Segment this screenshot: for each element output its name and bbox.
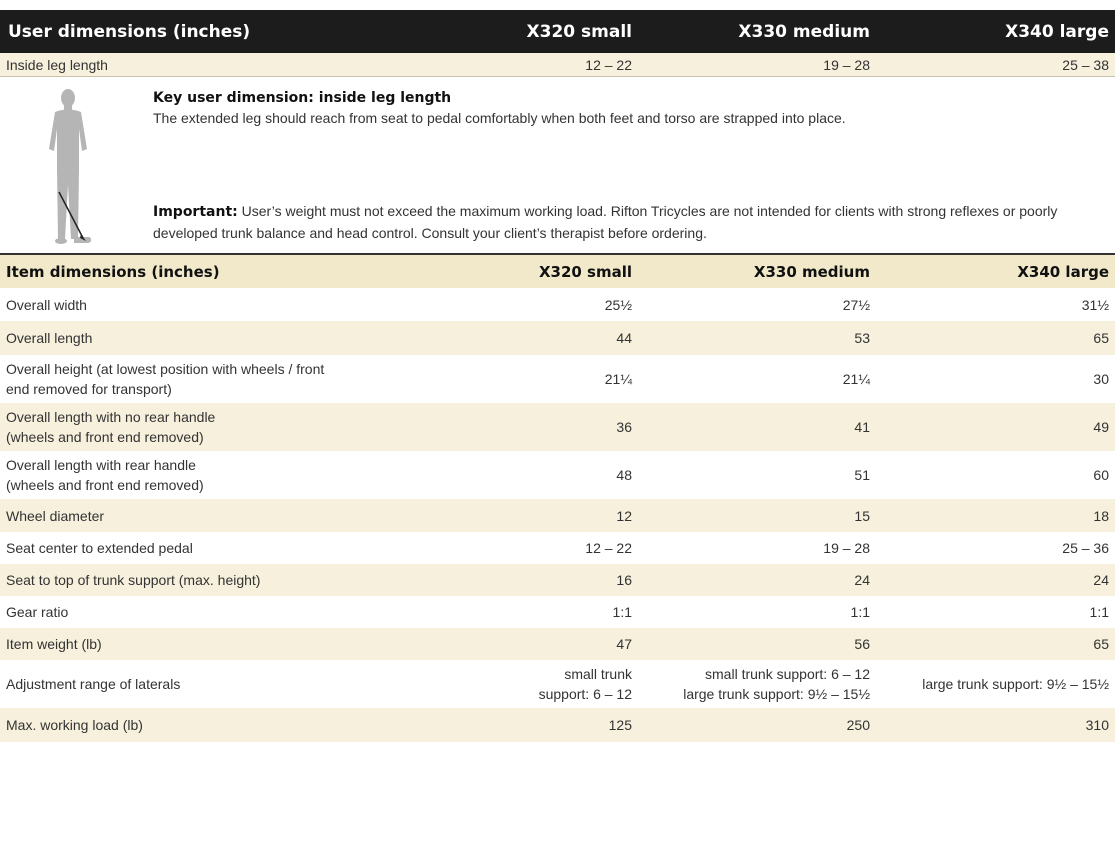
cell-text: 36 xyxy=(616,419,632,435)
cell-lines xyxy=(632,369,870,389)
cell-text: 125 xyxy=(608,717,632,733)
cell-text: 25 – 36 xyxy=(1062,540,1109,556)
cell-lines xyxy=(632,328,870,348)
header-x320: X320 small xyxy=(526,21,632,42)
cell-lines xyxy=(6,602,520,622)
cell-lines xyxy=(870,506,1109,526)
row-label xyxy=(0,506,520,526)
cell-text: Max. working load (lb) xyxy=(6,717,143,733)
cell-lines xyxy=(632,417,870,437)
cell-text: (wheels and front end removed) xyxy=(6,429,204,445)
table-row xyxy=(0,660,1115,708)
row-value xyxy=(870,465,1115,485)
items-header-x330: X330 medium xyxy=(753,262,870,281)
items-header-x320: X320 small xyxy=(538,262,632,281)
cell-lines xyxy=(632,538,870,558)
table-row xyxy=(0,355,1115,403)
cell-lines xyxy=(870,674,1109,694)
table-row xyxy=(0,564,1115,596)
cell-text: 65 xyxy=(1093,330,1109,346)
row-value xyxy=(632,715,870,735)
cell-lines xyxy=(632,295,870,315)
row-label xyxy=(0,359,520,399)
row-value xyxy=(632,664,870,704)
row-value xyxy=(870,538,1115,558)
cell-text: 1:1 xyxy=(850,604,870,620)
cell-lines xyxy=(6,407,520,447)
cell-text: Gear ratio xyxy=(6,604,69,620)
table-row xyxy=(0,532,1115,564)
cell-lines xyxy=(632,506,870,526)
row-value xyxy=(632,602,870,622)
row-value xyxy=(520,664,632,704)
cell-lines xyxy=(6,634,520,654)
cell-text: 12 – 22 xyxy=(585,540,632,556)
cell-lines xyxy=(6,295,520,315)
cell-text: Overall length with no rear handle xyxy=(6,409,216,425)
cell-text: large trunk support: 9½ – 15½ xyxy=(922,676,1109,692)
cell-lines xyxy=(870,295,1109,315)
cell-lines xyxy=(520,506,632,526)
user-dimensions-title: User dimensions (inches) xyxy=(8,21,251,42)
person-figure-icon xyxy=(38,87,118,247)
row-label xyxy=(0,407,520,447)
row-value xyxy=(520,570,632,590)
table-row xyxy=(0,708,1115,742)
row-value xyxy=(632,328,870,348)
key-dimension-text: The extended leg should reach from seat to pedal comfortably when both feet and torso are strapped into place. xyxy=(153,110,846,126)
inside-leg-label: Inside leg length xyxy=(6,56,108,73)
inside-leg-x320: 12 – 22 xyxy=(585,56,632,73)
cell-lines xyxy=(632,715,870,735)
cell-text: (wheels and front end removed) xyxy=(6,477,204,493)
cell-lines xyxy=(520,465,632,485)
cell-lines xyxy=(520,538,632,558)
item-dimensions-header xyxy=(0,255,1115,288)
header-x330: X330 medium xyxy=(738,21,870,42)
row-value xyxy=(870,328,1115,348)
row-label xyxy=(0,715,520,735)
cell-lines xyxy=(632,634,870,654)
cell-text: Seat to top of trunk support (max. height) xyxy=(6,572,261,588)
important-note xyxy=(153,201,1113,244)
cell-lines xyxy=(6,674,520,694)
row-value xyxy=(520,465,632,485)
header-x340: X340 large xyxy=(1005,21,1109,42)
cell-lines xyxy=(870,465,1109,485)
cell-lines xyxy=(870,634,1109,654)
row-value xyxy=(520,602,632,622)
table-row xyxy=(0,288,1115,321)
row-value xyxy=(632,417,870,437)
item-dimensions-table xyxy=(0,288,1115,742)
cell-text: 65 xyxy=(1093,636,1109,652)
cell-lines xyxy=(520,328,632,348)
important-label: Important: xyxy=(153,204,238,220)
cell-lines xyxy=(520,417,632,437)
cell-text: large trunk support: 9½ – 15½ xyxy=(683,686,870,702)
cell-lines xyxy=(6,570,520,590)
row-value xyxy=(520,715,632,735)
cell-text: end removed for transport) xyxy=(6,381,172,397)
cell-text: 1:1 xyxy=(1089,604,1109,620)
spec-sheet xyxy=(0,10,1115,742)
row-value xyxy=(870,570,1115,590)
inside-leg-x330: 19 – 28 xyxy=(823,56,870,73)
cell-text: 44 xyxy=(616,330,632,346)
row-value xyxy=(870,295,1115,315)
row-value xyxy=(870,369,1115,389)
info-panel xyxy=(0,77,1115,255)
cell-lines xyxy=(632,465,870,485)
row-value xyxy=(632,634,870,654)
row-value xyxy=(870,634,1115,654)
cell-lines xyxy=(520,369,632,389)
cell-lines xyxy=(520,570,632,590)
cell-lines xyxy=(6,328,520,348)
item-dimensions-title: Item dimensions (inches) xyxy=(6,262,220,281)
row-value xyxy=(870,715,1115,735)
cell-text: 15 xyxy=(854,507,870,524)
table-row xyxy=(0,321,1115,355)
cell-text: Wheel diameter xyxy=(6,507,105,524)
cell-text: Overall width xyxy=(6,296,87,313)
cell-text: 60 xyxy=(1093,467,1109,483)
cell-text: 51 xyxy=(854,467,870,483)
table-row xyxy=(0,403,1115,451)
inside-leg-row xyxy=(0,53,1115,77)
row-label xyxy=(0,455,520,495)
cell-text: 310 xyxy=(1085,717,1109,733)
cell-lines xyxy=(520,715,632,735)
row-value xyxy=(632,570,870,590)
table-row xyxy=(0,499,1115,532)
cell-lines xyxy=(870,602,1109,622)
cell-text: 24 xyxy=(1093,572,1109,588)
row-value xyxy=(870,506,1115,526)
cell-text: 56 xyxy=(854,636,870,652)
cell-lines xyxy=(870,369,1109,389)
cell-text: 18 xyxy=(1093,507,1109,524)
table-row xyxy=(0,451,1115,499)
key-dimension-title: Key user dimension: inside leg length xyxy=(153,90,452,106)
cell-text: Overall height (at lowest position with wheels / front xyxy=(6,361,325,377)
cell-text: 30 xyxy=(1093,371,1109,387)
row-value xyxy=(632,369,870,389)
cell-text: 19 – 28 xyxy=(823,540,870,556)
cell-lines xyxy=(870,715,1109,735)
row-value xyxy=(520,328,632,348)
row-value xyxy=(520,506,632,526)
row-value xyxy=(520,538,632,558)
cell-lines xyxy=(6,715,520,735)
row-value xyxy=(520,369,632,389)
cell-lines xyxy=(6,359,520,399)
user-dimensions-header xyxy=(0,10,1115,53)
cell-lines xyxy=(520,295,632,315)
table-row xyxy=(0,628,1115,660)
important-text: User’s weight must not exceed the maximum working load. Rifton Tricycles are not intended for clients with strong reflexes or poorly developed trunk balance and head control. Consult your client’s therapist before ordering. xyxy=(153,203,1058,241)
cell-lines xyxy=(6,538,520,558)
cell-lines xyxy=(632,664,870,704)
cell-text: small trunk support: 6 – 12 xyxy=(705,666,870,682)
cell-lines xyxy=(870,328,1109,348)
cell-text: 21¼ xyxy=(604,371,632,387)
row-label xyxy=(0,538,520,558)
items-header-x340: X340 large xyxy=(1017,262,1109,281)
cell-text: 49 xyxy=(1093,419,1109,435)
row-value xyxy=(870,674,1115,694)
cell-text: Overall length xyxy=(6,330,93,346)
cell-lines xyxy=(870,538,1109,558)
row-value xyxy=(520,417,632,437)
cell-text: 21¼ xyxy=(842,371,870,387)
row-value xyxy=(632,295,870,315)
row-label xyxy=(0,570,520,590)
row-label xyxy=(0,602,520,622)
cell-lines xyxy=(632,602,870,622)
cell-lines xyxy=(6,455,520,495)
cell-text: 53 xyxy=(854,330,870,346)
cell-text: 25½ xyxy=(604,296,632,313)
row-label xyxy=(0,328,520,348)
cell-text: 16 xyxy=(616,572,632,588)
cell-text: Overall length with rear handle xyxy=(6,457,196,473)
cell-text: 1:1 xyxy=(612,604,632,620)
cell-text: 48 xyxy=(616,467,632,483)
row-value xyxy=(870,417,1115,437)
cell-text: 31½ xyxy=(1081,296,1109,313)
cell-text: Seat center to extended pedal xyxy=(6,540,193,556)
row-value xyxy=(632,465,870,485)
row-value xyxy=(870,602,1115,622)
cell-lines xyxy=(520,664,632,704)
row-value xyxy=(632,538,870,558)
cell-text: 24 xyxy=(854,572,870,588)
row-value xyxy=(632,506,870,526)
cell-lines xyxy=(632,570,870,590)
row-label xyxy=(0,295,520,315)
cell-lines xyxy=(520,602,632,622)
table-row xyxy=(0,596,1115,628)
cell-text: 47 xyxy=(616,636,632,652)
cell-text: 41 xyxy=(854,419,870,435)
cell-lines xyxy=(6,506,520,526)
row-label xyxy=(0,674,520,694)
cell-text: Adjustment range of laterals xyxy=(6,676,181,692)
row-value xyxy=(520,634,632,654)
inside-leg-x340: 25 – 38 xyxy=(1062,56,1109,73)
cell-lines xyxy=(870,417,1109,437)
cell-text: 250 xyxy=(846,717,870,733)
cell-text: 27½ xyxy=(842,296,870,313)
cell-text: Item weight (lb) xyxy=(6,636,102,652)
row-label xyxy=(0,634,520,654)
cell-text: 12 xyxy=(616,507,632,524)
cell-lines xyxy=(520,634,632,654)
cell-lines xyxy=(870,570,1109,590)
row-value xyxy=(520,295,632,315)
cell-text: small trunk support: 6 – 12 xyxy=(538,666,632,702)
